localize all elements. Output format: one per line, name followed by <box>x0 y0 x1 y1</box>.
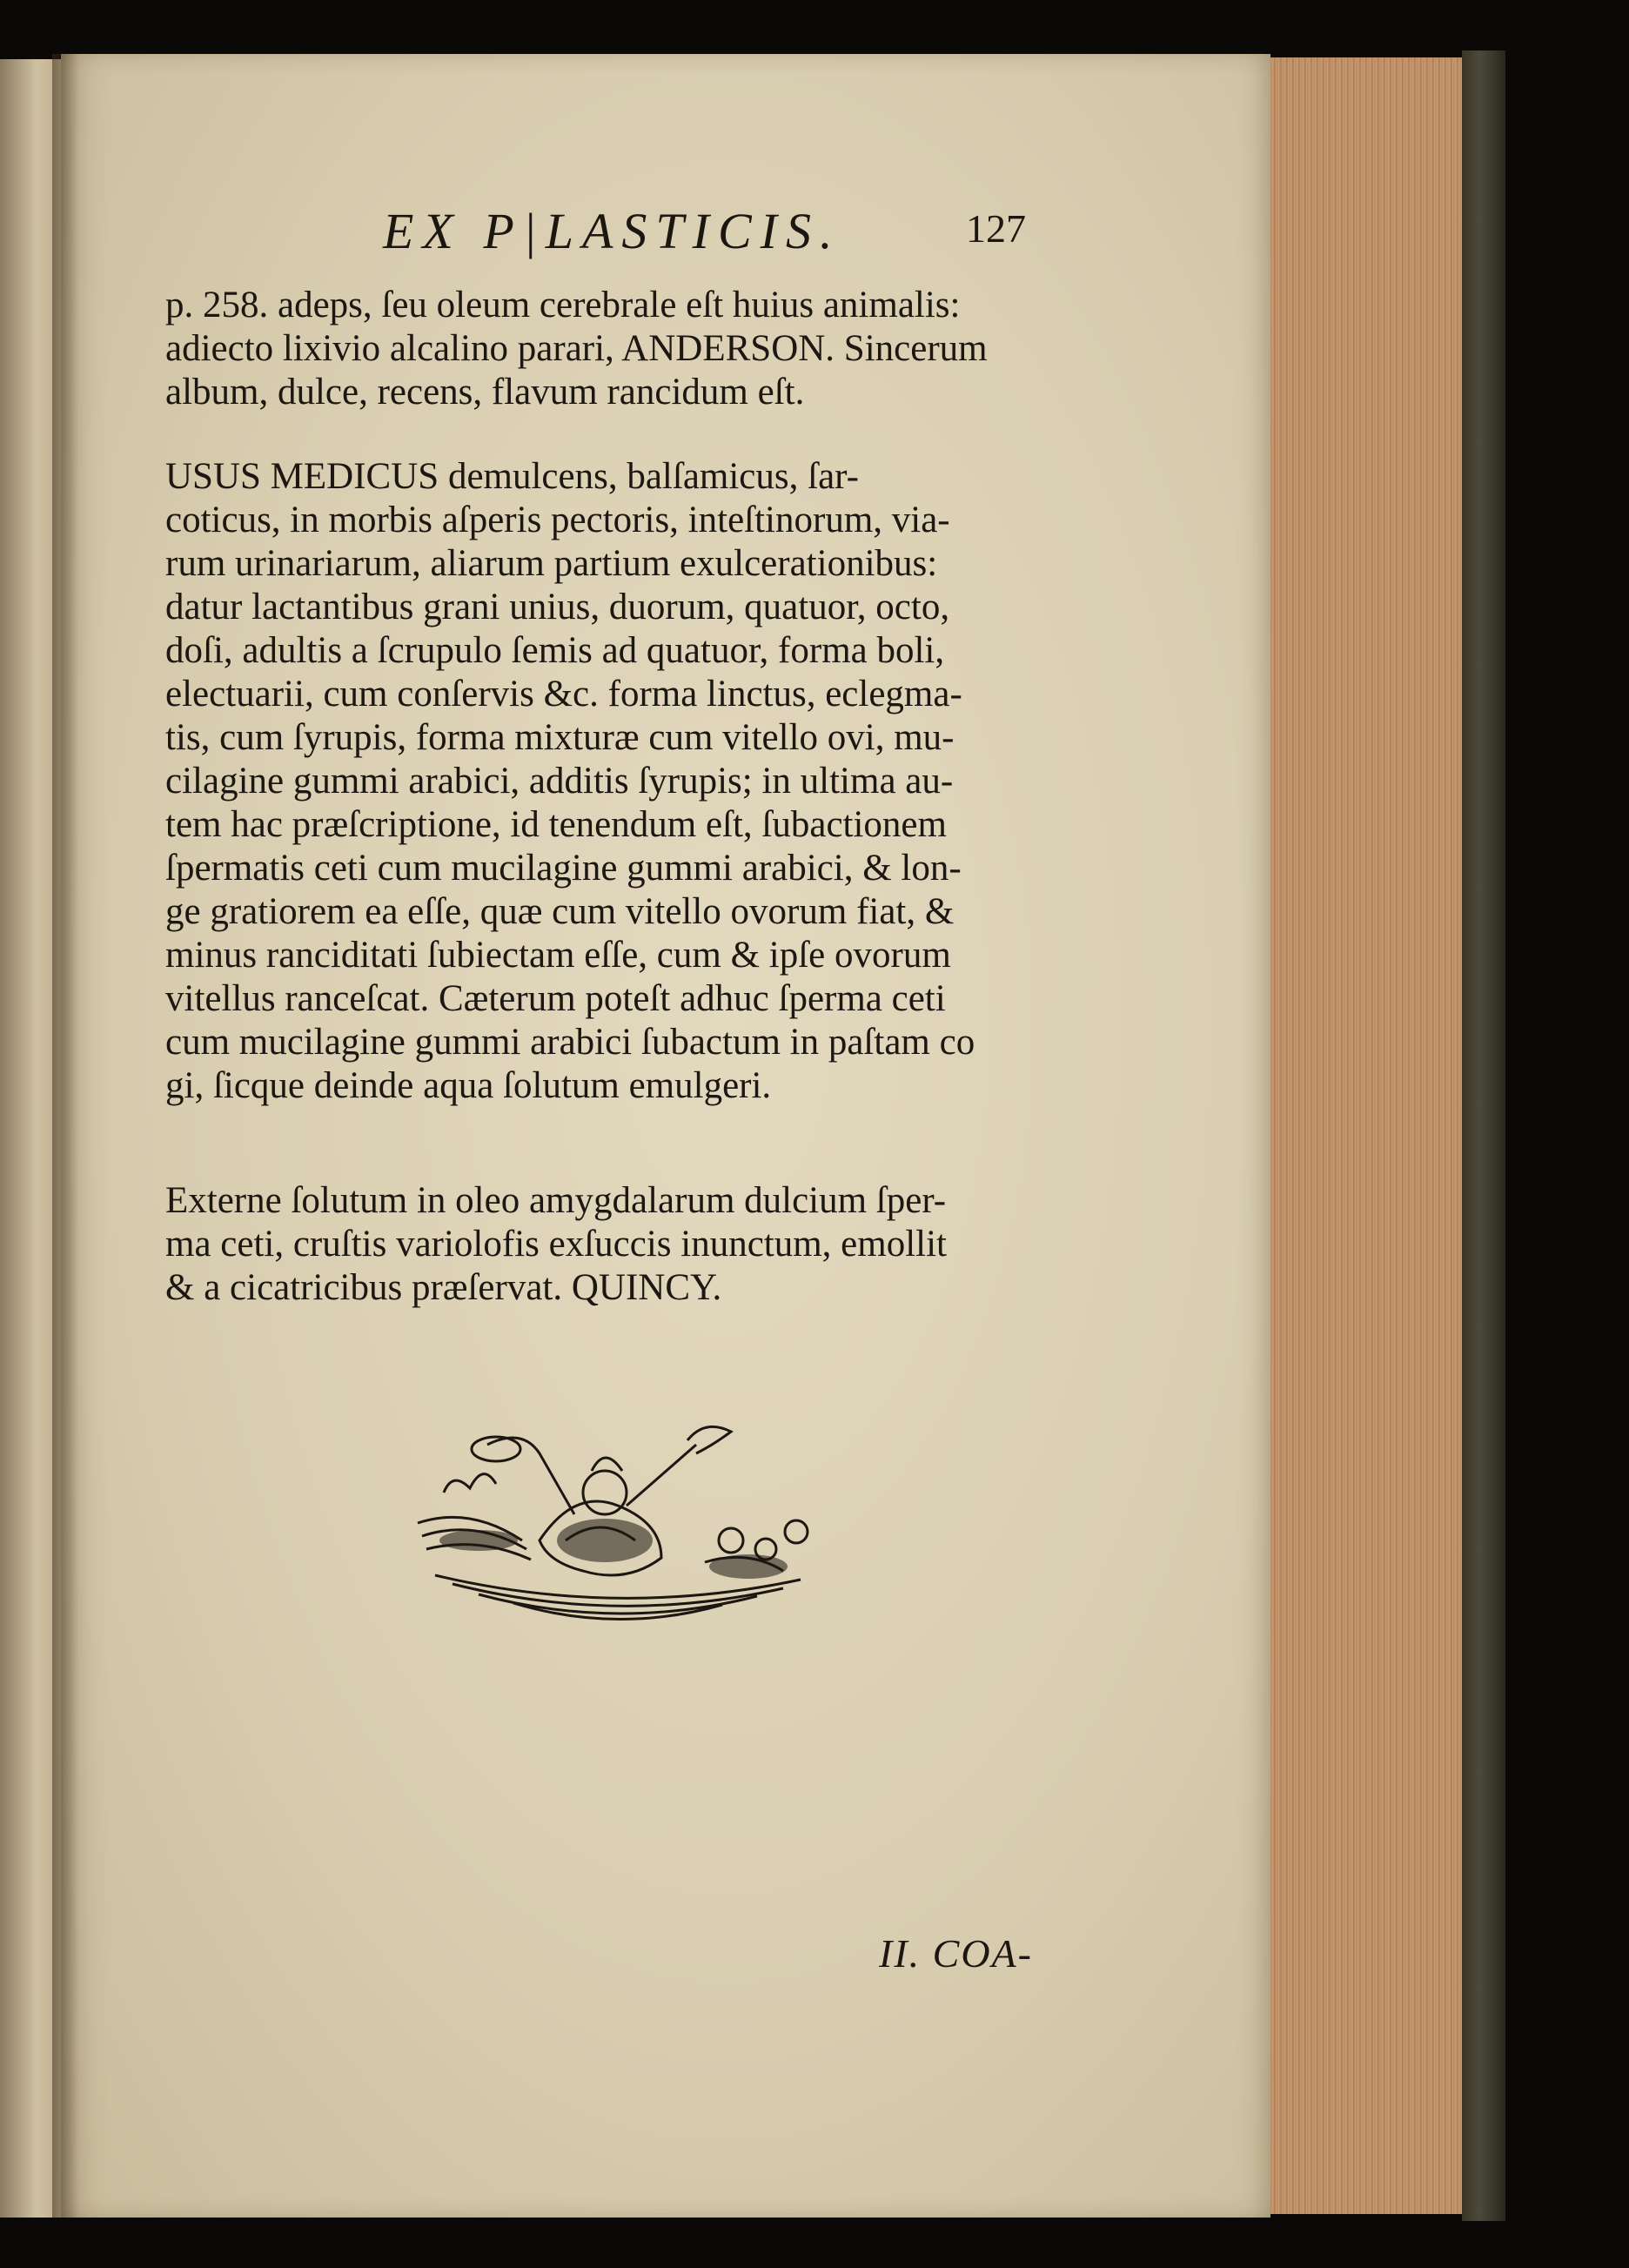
text-line: minus ranciditati ſubiectam eſſe, cum & ipſe ovorum <box>165 935 951 976</box>
text-line: cilagine gummi arabici, additis ſyrupis; in ultima au- <box>165 761 954 802</box>
text-line: gi, ſicque deinde aqua ſolutum emulgeri. <box>165 1065 772 1106</box>
text-line: vitellus ranceſcat. Cæterum poteſt adhuc ſperma ceti <box>165 978 946 1019</box>
text-line: album, dulce, recens, flavum rancidum eſt. <box>165 372 805 413</box>
paragraph-2 <box>165 455 1070 1108</box>
text-line: cum mucilagine gummi arabici ſubactum in paſtam co <box>165 1022 975 1063</box>
text-line: electuarii, cum conſervis &c. forma linctus, eclegma- <box>165 674 962 715</box>
text-line: p. 258. adeps, ſeu oleum cerebrale eſt huius animalis: <box>165 285 961 325</box>
book-cover-edge <box>1462 50 1505 2221</box>
page-number: 127 <box>966 206 1026 251</box>
paragraph-1 <box>165 284 1070 414</box>
text-line: USUS MEDICUS demulcens, balſamicus, ſar- <box>165 456 859 497</box>
text-line: adiecto lixivio alcalino parari, ANDERSON. Sincerum <box>165 328 988 369</box>
text-line: tem hac præſcriptione, id tenendum eſt, ſubactionem <box>165 804 947 845</box>
text-line: ſpermatis ceti cum mucilagine gummi arabici, & lon- <box>165 848 962 889</box>
page-gutter <box>52 54 78 2218</box>
text-line: datur lactantibus grani unius, duorum, quatuor, octo, <box>165 587 950 627</box>
running-head: EX P|LASTICIS. <box>383 203 841 259</box>
text-line: Externe ſolutum in oleo amygdalarum dulcium ſper- <box>165 1180 947 1221</box>
page-block-edges <box>1270 57 1462 2214</box>
text-line: doſi, adultis a ſcrupulo ſemis ad quatuor, forma boli, <box>165 630 945 671</box>
text-line: rum urinariarum, aliarum partium exulcerationibus: <box>165 543 938 584</box>
paragraph-3 <box>165 1179 1070 1310</box>
text-line: ma ceti, cruſtis variolofis exſuccis inunctum, emollit <box>165 1224 948 1265</box>
text-line: tis, cum ſyrupis, forma mixturæ cum vitello ovi, mu- <box>165 717 955 758</box>
text-line: ge gratiorem ea eſſe, quæ cum vitello ovorum fiat, & <box>165 891 955 932</box>
woodcut-tailpiece-icon <box>400 1410 835 1636</box>
text-line: & a cicatricibus præſervat. QUINCY. <box>165 1267 722 1308</box>
catchword: II. COA- <box>879 1931 1033 1976</box>
text-line: coticus, in morbis aſperis pectoris, inteſtinorum, via- <box>165 500 950 540</box>
